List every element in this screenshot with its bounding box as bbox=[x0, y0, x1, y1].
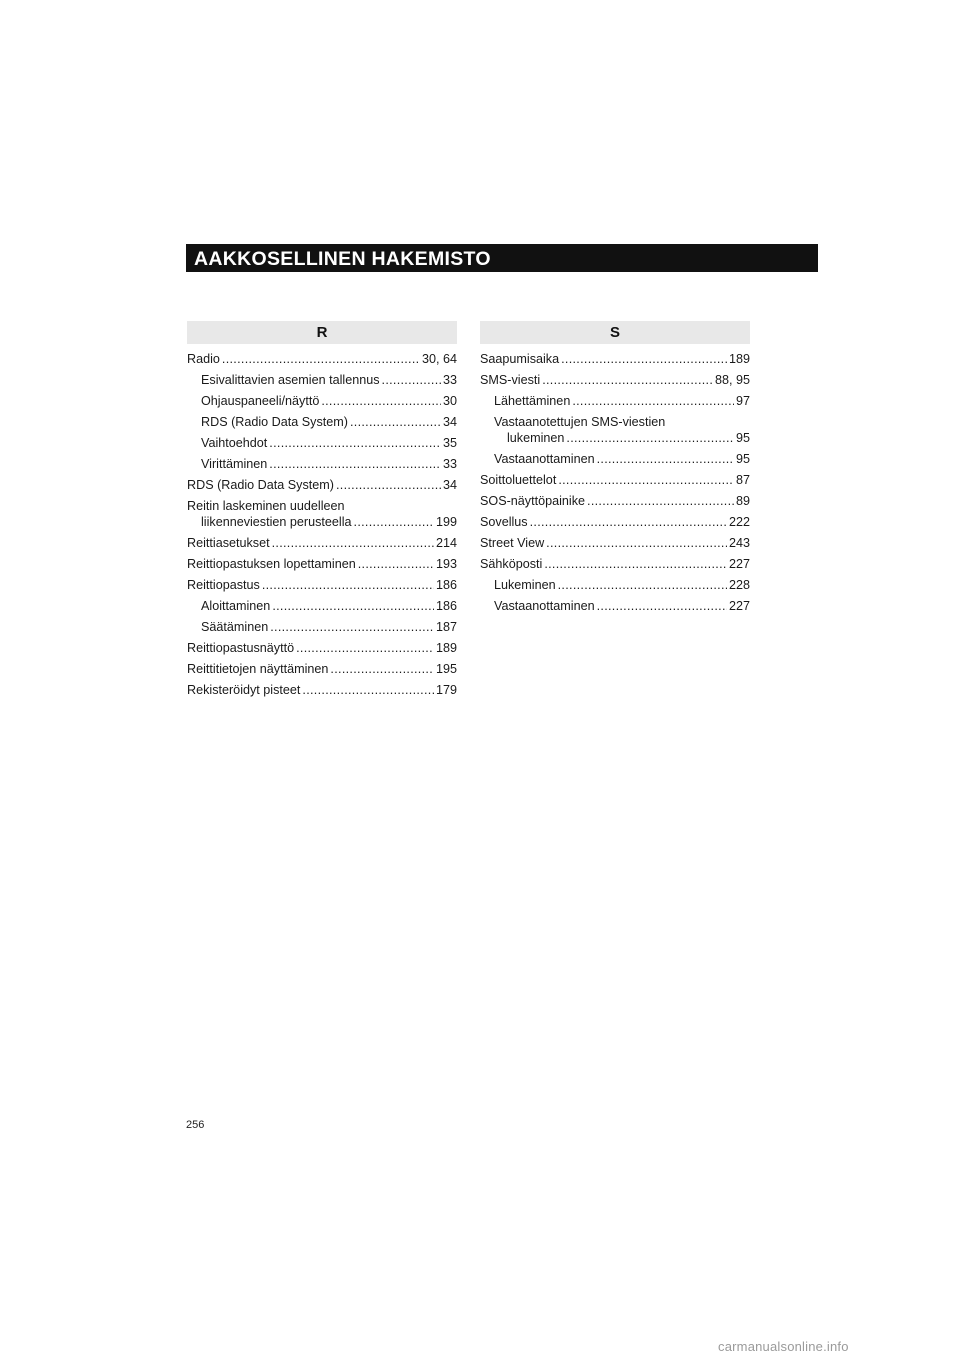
index-entry-page: 95 bbox=[735, 452, 750, 466]
index-entry-continuation bbox=[480, 431, 750, 446]
index-entry bbox=[187, 599, 457, 614]
dot-leader bbox=[321, 394, 441, 409]
index-entry-term: Saapumisaika bbox=[480, 352, 560, 366]
index-entry bbox=[480, 578, 750, 593]
dot-leader bbox=[330, 662, 434, 677]
index-entry-term-cont: lukeminen bbox=[507, 431, 565, 445]
index-entry-page: 189 bbox=[728, 352, 750, 366]
index-entry bbox=[187, 662, 457, 677]
dot-leader bbox=[269, 436, 441, 451]
index-entry-term: Soittoluettelot bbox=[480, 473, 557, 487]
index-entry-page: 33 bbox=[442, 373, 457, 387]
index-entry-term: Reittitietojen näyttäminen bbox=[187, 662, 329, 676]
index-entry-term: Reitin laskeminen uudelleen bbox=[187, 499, 345, 513]
index-entry bbox=[480, 415, 750, 430]
index-entry bbox=[187, 683, 457, 698]
index-entry-term: Sähköposti bbox=[480, 557, 543, 571]
index-entry-page: 34 bbox=[442, 478, 457, 492]
index-entry bbox=[187, 499, 457, 514]
section-letter-s: S bbox=[480, 321, 750, 344]
dot-leader bbox=[222, 352, 420, 367]
index-entry-page: 193 bbox=[435, 557, 457, 571]
dot-leader bbox=[382, 373, 441, 388]
index-entry bbox=[187, 557, 457, 572]
dot-leader bbox=[572, 394, 734, 409]
dot-leader bbox=[350, 415, 441, 430]
dot-leader bbox=[597, 599, 727, 614]
index-entry bbox=[187, 415, 457, 430]
index-column-s bbox=[480, 321, 750, 620]
index-entry-page: 89 bbox=[735, 494, 750, 508]
index-entry-term: Vaihtoehdot bbox=[201, 436, 268, 450]
index-entry bbox=[187, 578, 457, 593]
index-entry-continuation bbox=[187, 515, 457, 530]
dot-leader bbox=[558, 473, 734, 488]
index-entry-term: Vastaanotettujen SMS-viestien bbox=[494, 415, 666, 429]
index-entry-term: Vastaanottaminen bbox=[494, 599, 595, 613]
index-entry bbox=[480, 515, 750, 530]
dot-leader bbox=[558, 578, 727, 593]
dot-leader bbox=[270, 620, 434, 635]
index-entry-term: Ohjauspaneeli/näyttö bbox=[201, 394, 320, 408]
index-entry bbox=[187, 536, 457, 551]
index-entry bbox=[480, 352, 750, 367]
index-entry-page: 189 bbox=[435, 641, 457, 655]
index-entry-page: 227 bbox=[728, 599, 750, 613]
index-entry bbox=[187, 352, 457, 367]
index-entry-term: Reittiopastusnäyttö bbox=[187, 641, 295, 655]
index-entry-page: 187 bbox=[435, 620, 457, 634]
index-entries-r bbox=[187, 352, 457, 698]
page-number: 256 bbox=[186, 1119, 205, 1131]
section-header-bar bbox=[186, 244, 818, 272]
index-entry bbox=[480, 373, 750, 388]
watermark-link[interactable]: carmanualsonline.info bbox=[718, 1339, 849, 1354]
index-entry bbox=[480, 452, 750, 467]
dot-leader bbox=[269, 457, 441, 472]
page-title: AAKKOSELLINEN HAKEMISTO bbox=[194, 248, 491, 270]
index-entry-page: 243 bbox=[728, 536, 750, 550]
dot-leader bbox=[561, 352, 727, 367]
index-entry bbox=[187, 436, 457, 451]
index-entry bbox=[480, 394, 750, 409]
dot-leader bbox=[566, 431, 734, 446]
index-entry-term: Virittäminen bbox=[201, 457, 268, 471]
index-entry-term: Lähettäminen bbox=[494, 394, 571, 408]
index-entry-page: 30 bbox=[442, 394, 457, 408]
dot-leader bbox=[272, 599, 434, 614]
index-entry-term: Vastaanottaminen bbox=[494, 452, 595, 466]
index-entry-page: 95 bbox=[735, 431, 750, 445]
dot-leader bbox=[546, 536, 727, 551]
dot-leader bbox=[302, 683, 434, 698]
index-column-r bbox=[187, 321, 457, 704]
index-entry bbox=[187, 641, 457, 656]
index-entry-page: 195 bbox=[435, 662, 457, 676]
index-entry-page: 87 bbox=[735, 473, 750, 487]
index-entry-term: Sovellus bbox=[480, 515, 528, 529]
index-entry-page: 30, 64 bbox=[421, 352, 457, 366]
index-entry bbox=[187, 394, 457, 409]
index-entries-s bbox=[480, 352, 750, 614]
index-entry-page: 34 bbox=[442, 415, 457, 429]
dot-leader bbox=[587, 494, 734, 509]
index-entry-term: Reittiopastuksen lopettaminen bbox=[187, 557, 356, 571]
section-letter-r: R bbox=[187, 321, 457, 344]
index-entry bbox=[187, 457, 457, 472]
index-entry-page: 179 bbox=[435, 683, 457, 697]
dot-leader bbox=[296, 641, 434, 656]
index-entry-page: 33 bbox=[442, 457, 457, 471]
dot-leader bbox=[544, 557, 727, 572]
index-entry-term: SOS-näyttöpainike bbox=[480, 494, 586, 508]
index-entry-page: 186 bbox=[435, 599, 457, 613]
dot-leader bbox=[272, 536, 434, 551]
index-entry bbox=[480, 473, 750, 488]
index-entry-term: Esivalittavien asemien tallennus bbox=[201, 373, 380, 387]
dot-leader bbox=[530, 515, 727, 530]
index-entry-page: 97 bbox=[735, 394, 750, 408]
index-entry bbox=[187, 478, 457, 493]
index-entry bbox=[480, 494, 750, 509]
index-entry-term-cont: liikenneviestien perusteella bbox=[201, 515, 352, 529]
index-entry bbox=[480, 536, 750, 551]
index-entry-page: 88, 95 bbox=[714, 373, 750, 387]
index-entry bbox=[480, 599, 750, 614]
dot-leader bbox=[542, 373, 713, 388]
dot-leader bbox=[597, 452, 734, 467]
index-entry-term: SMS-viesti bbox=[480, 373, 541, 387]
index-entry-term: Reittiopastus bbox=[187, 578, 260, 592]
index-entry-term: Street View bbox=[480, 536, 545, 550]
index-entry-term: Radio bbox=[187, 352, 220, 366]
index-entry-term: Lukeminen bbox=[494, 578, 556, 592]
dot-leader bbox=[262, 578, 434, 593]
index-entry-term: Reittiasetukset bbox=[187, 536, 270, 550]
dot-leader bbox=[336, 478, 441, 493]
index-entry-term: Aloittaminen bbox=[201, 599, 271, 613]
index-entry bbox=[480, 557, 750, 572]
index-entry-term: Rekisteröidyt pisteet bbox=[187, 683, 301, 697]
index-entry-page: 186 bbox=[435, 578, 457, 592]
index-entry-page: 228 bbox=[728, 578, 750, 592]
index-entry-page: 199 bbox=[435, 515, 457, 529]
index-entry-term: Säätäminen bbox=[201, 620, 269, 634]
index-entry-page: 222 bbox=[728, 515, 750, 529]
index-entry bbox=[187, 620, 457, 635]
index-entry-page: 214 bbox=[435, 536, 457, 550]
index-entry-page: 35 bbox=[442, 436, 457, 450]
index-entry-term: RDS (Radio Data System) bbox=[187, 478, 334, 492]
index-entry-term: RDS (Radio Data System) bbox=[201, 415, 348, 429]
index-entry-page: 227 bbox=[728, 557, 750, 571]
index-entry bbox=[187, 373, 457, 388]
dot-leader bbox=[354, 515, 434, 530]
dot-leader bbox=[358, 557, 434, 572]
